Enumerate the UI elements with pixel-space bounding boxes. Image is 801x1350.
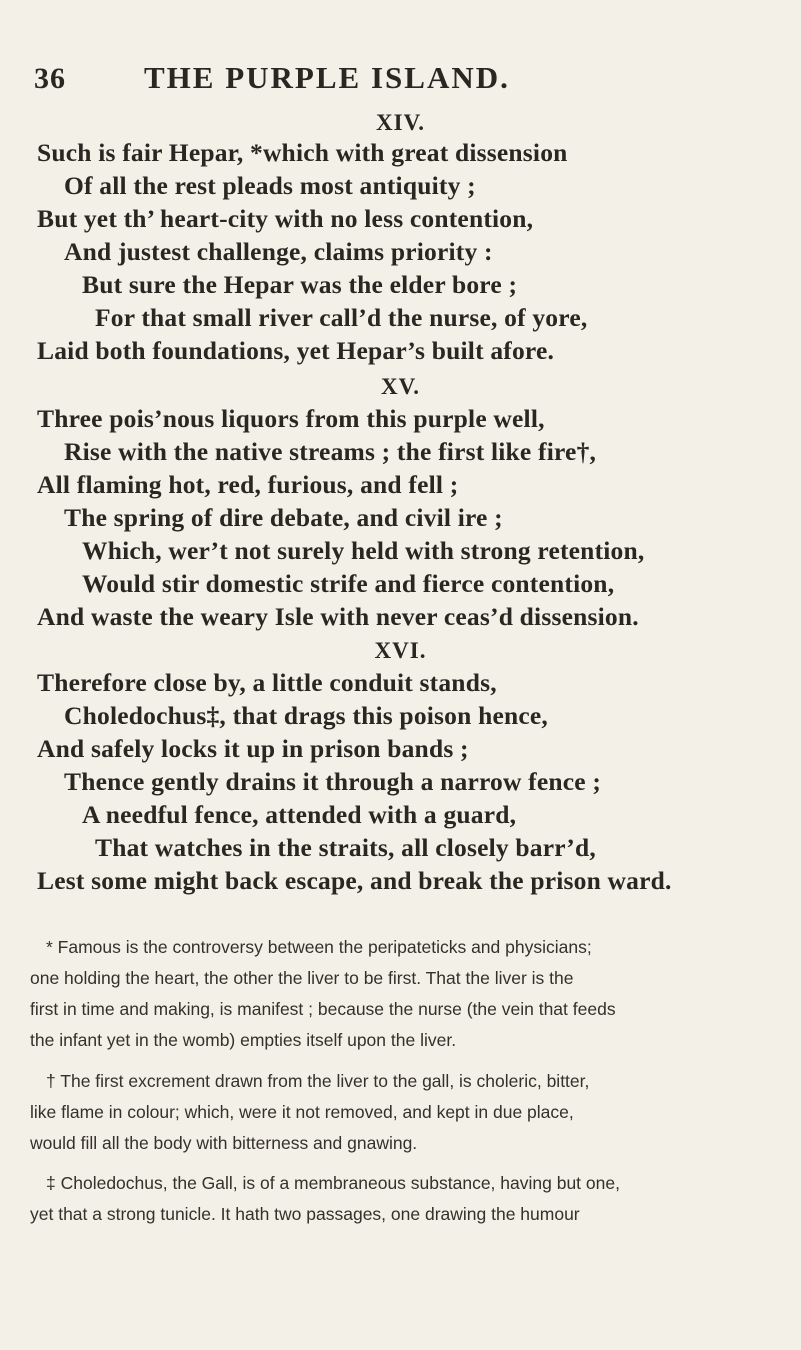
- footnote-line: one holding the heart, the other the liver to be first. That the liver is the: [30, 968, 574, 988]
- footnote-double-dagger: [30, 1168, 770, 1230]
- stanza-number: XVI.: [374, 638, 427, 663]
- verse-line: The spring of dire debate, and civil ire ;: [64, 503, 503, 532]
- footnote-line: like flame in colour; which, were it not removed, and kept in due place,: [30, 1102, 574, 1122]
- footnote-line: ‡ Choledochus, the Gall, is of a membraneous substance, having but one,: [46, 1173, 620, 1193]
- footnote-line: † The first excrement drawn from the liver to the gall, is choleric, bitter,: [46, 1071, 590, 1091]
- footnote-asterisk: [30, 932, 770, 1056]
- footnote-line: the infant yet in the womb) empties itself upon the liver.: [30, 1030, 457, 1050]
- verse-line: And justest challenge, claims priority :: [64, 237, 493, 266]
- verse-line: But sure the Hepar was the elder bore ;: [82, 270, 518, 299]
- footnote-line: yet that a strong tunicle. It hath two passages, one drawing the humour: [30, 1204, 580, 1224]
- verse-line: A needful fence, attended with a guard,: [82, 800, 517, 829]
- footnote-line: would fill all the body with bitterness and gnawing.: [30, 1133, 418, 1153]
- verse-line: Lest some might back escape, and break the prison ward.: [37, 866, 672, 895]
- verse-line: For that small river call’d the nurse, of yore,: [95, 303, 588, 332]
- footnote-dagger: [30, 1066, 770, 1159]
- verse-line: That watches in the straits, all closely barr’d,: [95, 833, 596, 862]
- page-header: [34, 58, 754, 98]
- stanza-number: XIV.: [376, 110, 425, 135]
- verse-line: Laid both foundations, yet Hepar’s built afore.: [37, 336, 555, 365]
- verse-line: Which, wer’t not surely held with strong retention,: [82, 536, 645, 565]
- page-number: 36: [34, 62, 66, 95]
- stanza-number: XV.: [380, 374, 420, 399]
- verse-line: Such is fair Hepar, *which with great dissension: [37, 138, 568, 167]
- verse-line: All flaming hot, red, furious, and fell ;: [37, 470, 459, 499]
- footnote-line: first in time and making, is manifest ; because the nurse (the vein that feeds: [30, 999, 616, 1019]
- verse-line: Rise with the native streams ; the first like fire†,: [64, 437, 597, 466]
- running-title: THE PURPLE ISLAND.: [144, 60, 510, 95]
- footnote-line: * Famous is the controversy between the peripateticks and physicians;: [46, 937, 592, 957]
- verse-line: Would stir domestic strife and fierce contention,: [82, 569, 615, 598]
- verse-line: Therefore close by, a little conduit stands,: [37, 668, 497, 697]
- verse-line: But yet th’ heart-city with no less contention,: [37, 204, 534, 233]
- verse-line: Thence gently drains it through a narrow fence ;: [64, 767, 602, 796]
- verse-line: Choledochus‡, that drags this poison hence,: [64, 701, 548, 730]
- verse-line: Of all the rest pleads most antiquity ;: [64, 171, 476, 200]
- verse-line: And safely locks it up in prison bands ;: [37, 734, 469, 763]
- verse-line: Three pois’nous liquors from this purple well,: [37, 404, 545, 433]
- verse-line: And waste the weary Isle with never ceas’d dissension.: [37, 602, 639, 631]
